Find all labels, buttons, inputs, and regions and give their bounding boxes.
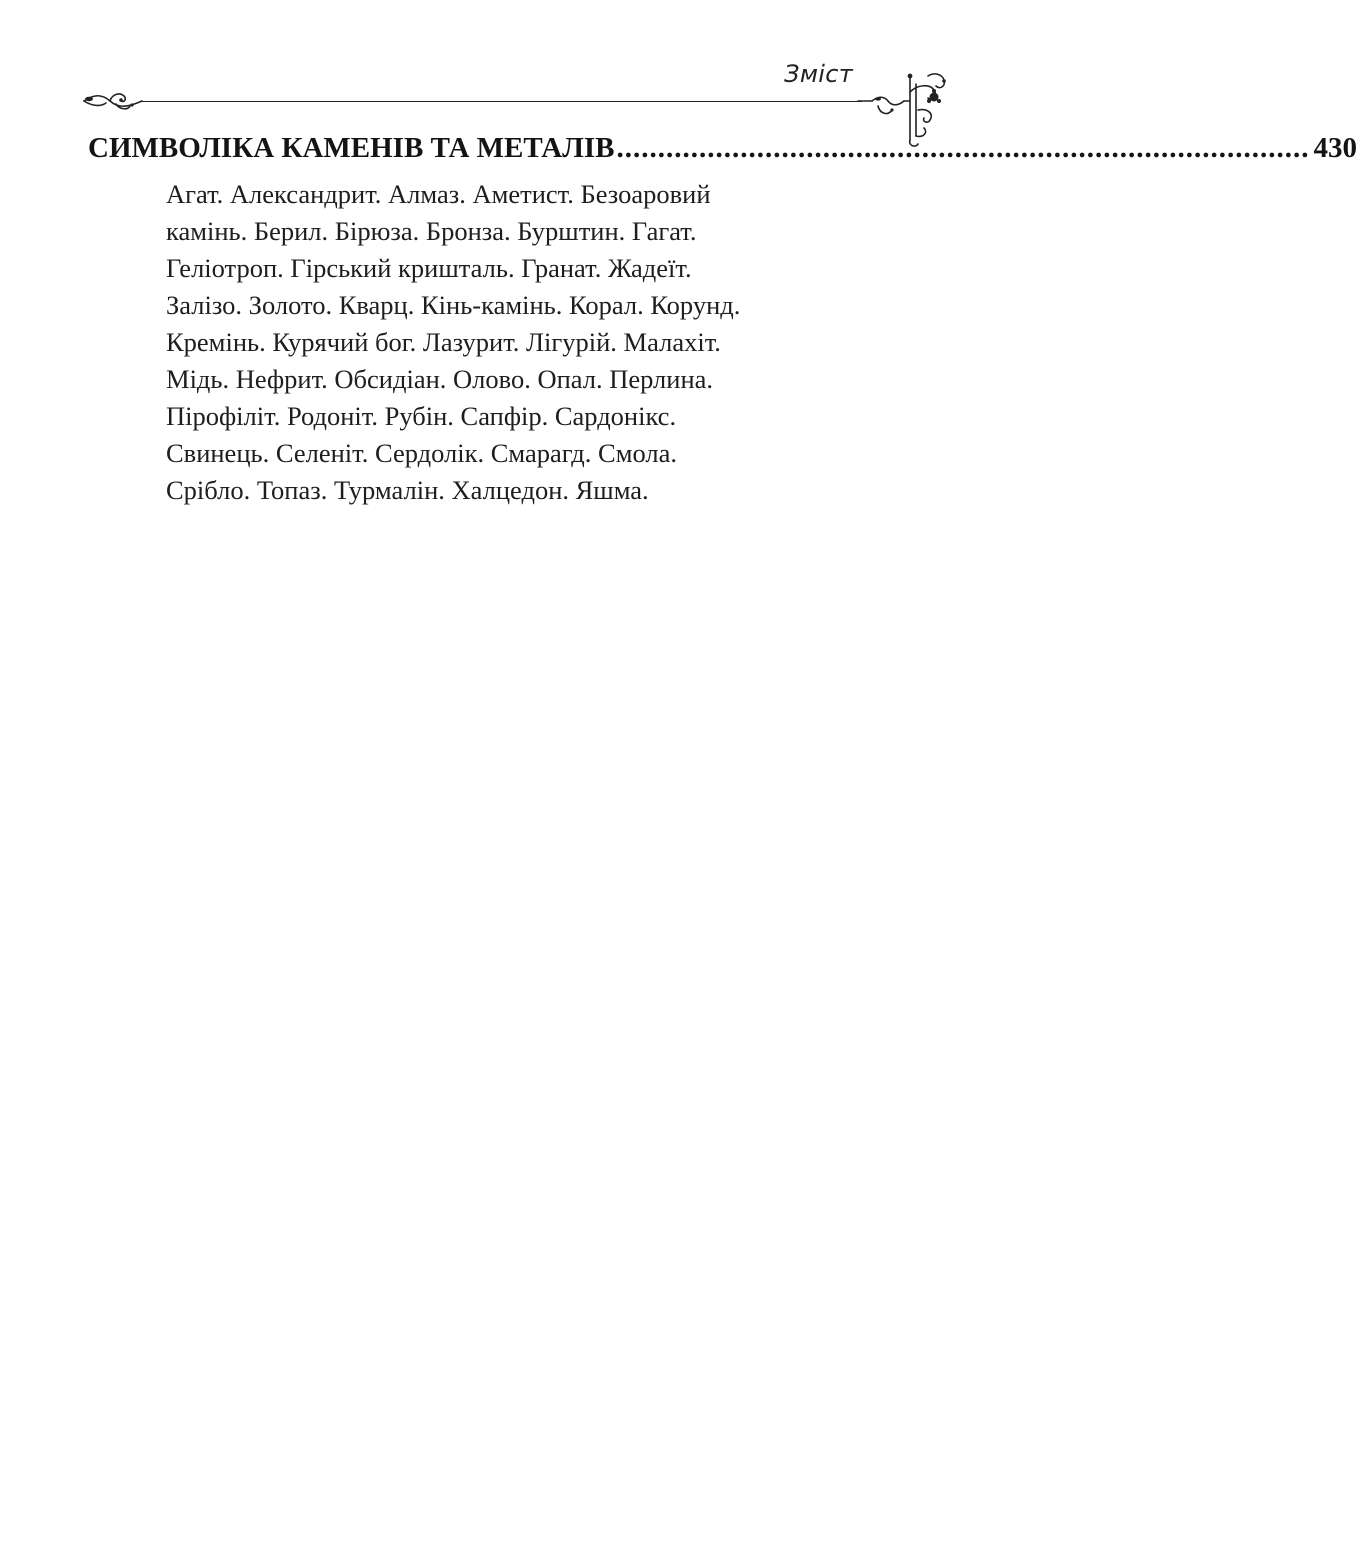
entries-line: Пірофіліт. Родоніт. Рубін. Сапфір. Сардонікс. (166, 401, 677, 431)
entries-line: Геліотроп. Гірський кришталь. Гранат. Жадеїт. (166, 253, 692, 283)
entries-line: Мідь. Нефрит. Обсидіан. Олово. Опал. Перлина. (166, 364, 714, 394)
entries-line: камінь. Берил. Бірюза. Бронза. Бурштин. Гагат. (166, 216, 697, 246)
header-rule (140, 101, 862, 102)
section-entries (166, 176, 866, 509)
toc-section-title-row[interactable] (88, 128, 1357, 168)
dot-leader: .................................................................................... (616, 132, 1310, 164)
entries-line: Свинець. Селеніт. Сердолік. Смарагд. Смола. (166, 438, 677, 468)
entries-line: Кремінь. Курячий бог. Лазурит. Лігурій. Малахіт. (166, 327, 721, 357)
entries-line: Залізо. Золото. Кварц. Кінь-камінь. Корал. Корунд. (166, 290, 741, 320)
section-page-number: 430 (1313, 132, 1357, 164)
entries-line: Агат. Александрит. Алмаз. Аметист. Безоаровий (166, 179, 711, 209)
flourish-ornament-left-icon (80, 88, 144, 114)
running-head-title: Зміст (784, 60, 853, 88)
section-title: СИМВОЛІКА КАМЕНІВ ТА МЕТАЛІВ (88, 132, 615, 164)
entries-line: Срібло. Топаз. Турмалін. Халцедон. Яшма. (166, 475, 649, 505)
